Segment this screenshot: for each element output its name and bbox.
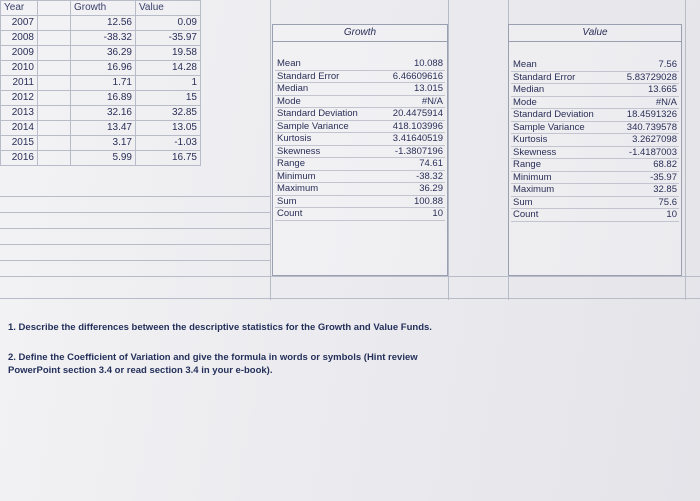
stat-value: 100.88: [379, 195, 445, 208]
growth-stats-table: [275, 58, 445, 221]
stat-value: 418.103996: [379, 120, 445, 133]
stat-label: Sum: [511, 196, 613, 209]
blank-cell: [38, 16, 71, 31]
stat-label: Sample Variance: [275, 120, 379, 133]
growth-cell: 5.99: [71, 151, 136, 166]
stat-label: Count: [511, 209, 613, 222]
blank-cell: [38, 46, 71, 61]
grid-line: [0, 260, 270, 261]
table-body: [1, 16, 201, 166]
stat-label: Minimum: [511, 171, 613, 184]
stat-row: [511, 209, 679, 222]
growth-stats-title: Growth: [273, 25, 447, 42]
stat-row: [511, 96, 679, 109]
table-row: [1, 151, 201, 166]
grid-line: [0, 228, 270, 229]
year-cell: 2015: [1, 136, 38, 151]
value-header: Value: [136, 1, 201, 16]
value-cell: 19.58: [136, 46, 201, 61]
year-cell: 2014: [1, 121, 38, 136]
growth-cell: -38.32: [71, 31, 136, 46]
stat-value: 340.739578: [613, 121, 679, 134]
stat-label: Skewness: [511, 146, 613, 159]
value-cell: 0.09: [136, 16, 201, 31]
stat-value: 13.015: [379, 83, 445, 96]
stat-value: -38.32: [379, 170, 445, 183]
stat-value: 13.665: [613, 84, 679, 97]
blank-cell: [38, 61, 71, 76]
blank-cell: [38, 76, 71, 91]
stat-label: Range: [511, 159, 613, 172]
blank-cell: [38, 136, 71, 151]
value-stats-table: [511, 59, 679, 222]
growth-header: Growth: [71, 1, 136, 16]
value-cell: 15: [136, 91, 201, 106]
grid-line: [270, 0, 271, 300]
table-row: [1, 46, 201, 61]
stat-value: 7.56: [613, 59, 679, 71]
stat-label: Sample Variance: [511, 121, 613, 134]
growth-cell: 16.89: [71, 91, 136, 106]
stat-row: [511, 121, 679, 134]
blank-cell: [38, 121, 71, 136]
blank-cell: [38, 1, 71, 16]
stat-value: 68.82: [613, 159, 679, 172]
table-row: [1, 136, 201, 151]
value-stats-title: Value: [509, 25, 681, 42]
stat-label: Mode: [275, 95, 379, 108]
stat-label: Count: [275, 208, 379, 221]
year-cell: 2016: [1, 151, 38, 166]
stat-value: 6.46609616: [379, 70, 445, 83]
stat-value: 10: [379, 208, 445, 221]
stat-row: [275, 170, 445, 183]
growth-cell: 36.29: [71, 46, 136, 61]
year-cell: 2007: [1, 16, 38, 31]
question-1: 1. Describe the differences between the descriptive statistics for the Growth and Value Funds.: [8, 322, 432, 333]
stat-row: [275, 208, 445, 221]
value-cell: -35.97: [136, 31, 201, 46]
blank-cell: [38, 106, 71, 121]
stat-value: 10: [613, 209, 679, 222]
stat-value: #N/A: [613, 96, 679, 109]
stat-row: [275, 58, 445, 70]
stat-value: -35.97: [613, 171, 679, 184]
value-cell: 13.05: [136, 121, 201, 136]
stat-label: Median: [275, 83, 379, 96]
stat-value: 3.41640519: [379, 133, 445, 146]
year-cell: 2009: [1, 46, 38, 61]
stat-value: 75.6: [613, 196, 679, 209]
stat-row: [511, 171, 679, 184]
stat-value: 74.61: [379, 158, 445, 171]
stat-row: [511, 71, 679, 84]
stat-row: [511, 196, 679, 209]
stat-label: Standard Deviation: [511, 109, 613, 122]
question-2-line-1: 2. Define the Coefficient of Variation and give the formula in words or symbols (Hint review: [8, 352, 418, 363]
stat-row: [275, 83, 445, 96]
table-row: [1, 91, 201, 106]
stat-row: [511, 109, 679, 122]
stat-label: Kurtosis: [511, 134, 613, 147]
stat-row: [275, 70, 445, 83]
stat-row: [511, 146, 679, 159]
value-cell: 32.85: [136, 106, 201, 121]
table-row: [1, 16, 201, 31]
stat-value: #N/A: [379, 95, 445, 108]
stat-row: [511, 84, 679, 97]
growth-cell: 13.47: [71, 121, 136, 136]
year-cell: 2008: [1, 31, 38, 46]
stat-row: [275, 108, 445, 121]
stat-value: 20.4475914: [379, 108, 445, 121]
year-cell: 2010: [1, 61, 38, 76]
year-header: Year: [1, 1, 38, 16]
growth-cell: 16.96: [71, 61, 136, 76]
stat-value: 36.29: [379, 183, 445, 196]
blank-cell: [38, 151, 71, 166]
growth-cell: 32.16: [71, 106, 136, 121]
stat-row: [275, 195, 445, 208]
stat-value: -1.4187003: [613, 146, 679, 159]
growth-cell: 12.56: [71, 16, 136, 31]
stat-row: [275, 183, 445, 196]
stat-label: Sum: [275, 195, 379, 208]
table-row: [1, 121, 201, 136]
stat-row: [275, 95, 445, 108]
table-row: [1, 31, 201, 46]
value-cell: 1: [136, 76, 201, 91]
stat-label: Median: [511, 84, 613, 97]
stat-row: [511, 159, 679, 172]
stat-row: [511, 134, 679, 147]
stat-label: Maximum: [275, 183, 379, 196]
stat-label: Standard Deviation: [275, 108, 379, 121]
value-cell: 16.75: [136, 151, 201, 166]
stat-value: 3.2627098: [613, 134, 679, 147]
stat-label: Mode: [511, 96, 613, 109]
year-cell: 2012: [1, 91, 38, 106]
grid-line: [0, 244, 270, 245]
stat-row: [275, 133, 445, 146]
grid-line: [0, 196, 270, 197]
stat-value: 32.85: [613, 184, 679, 197]
question-2-line-2: PowerPoint section 3.4 or read section 3.4 in your e-book).: [8, 365, 273, 376]
growth-stats-panel: [272, 24, 448, 276]
stat-value: 18.4591326: [613, 109, 679, 122]
stat-label: Standard Error: [511, 71, 613, 84]
stat-row: [511, 59, 679, 71]
grid-line: [0, 298, 700, 299]
grid-line: [0, 212, 270, 213]
blank-cell: [38, 91, 71, 106]
stat-label: Mean: [511, 59, 613, 71]
stat-label: Kurtosis: [275, 133, 379, 146]
stat-label: Range: [275, 158, 379, 171]
fund-data-table: [0, 0, 201, 166]
table-row: [1, 106, 201, 121]
stat-row: [275, 120, 445, 133]
stat-row: [275, 145, 445, 158]
value-cell: -1.03: [136, 136, 201, 151]
grid-line: [685, 0, 686, 300]
blank-cell: [38, 31, 71, 46]
growth-cell: 1.71: [71, 76, 136, 91]
stat-label: Maximum: [511, 184, 613, 197]
grid-line: [448, 0, 449, 300]
stat-label: Mean: [275, 58, 379, 70]
growth-cell: 3.17: [71, 136, 136, 151]
value-stats-panel: [508, 24, 682, 276]
table-row: [1, 61, 201, 76]
stat-row: [275, 158, 445, 171]
stat-label: Skewness: [275, 145, 379, 158]
year-cell: 2011: [1, 76, 38, 91]
stat-label: Minimum: [275, 170, 379, 183]
table-row: [1, 76, 201, 91]
stat-row: [511, 184, 679, 197]
stat-value: 10.088: [379, 58, 445, 70]
stat-value: 5.83729028: [613, 71, 679, 84]
stat-value: -1.3807196: [379, 145, 445, 158]
year-cell: 2013: [1, 106, 38, 121]
stat-label: Standard Error: [275, 70, 379, 83]
table-header-row: [1, 1, 201, 16]
grid-line: [0, 276, 700, 277]
value-cell: 14.28: [136, 61, 201, 76]
